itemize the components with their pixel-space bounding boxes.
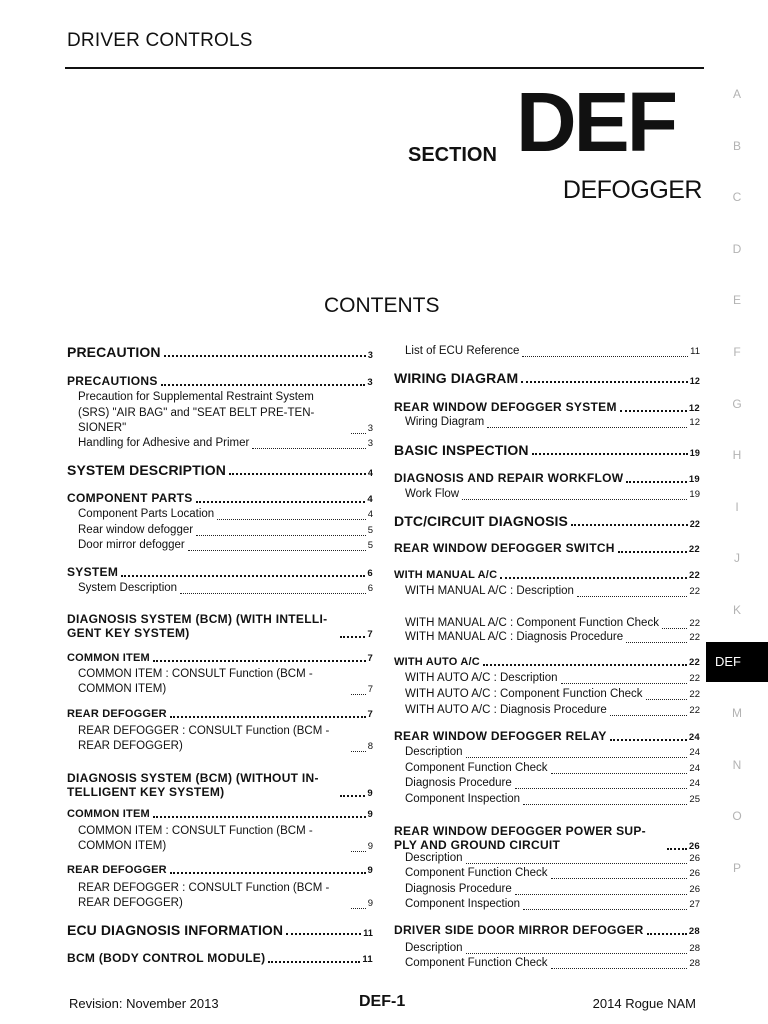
toc-entry-title: SYSTEM [67,565,119,579]
toc-entry-description[interactable] [394,745,700,761]
toc-entry-title: BCM (BODY CONTROL MODULE) [67,951,266,965]
toc-entry-title: Diagnosis Procedure [405,883,512,895]
toc-dot-leader [551,878,688,879]
toc-entry-rear-window-defogger-system[interactable] [394,400,700,414]
toc-page-number: 28 [688,926,700,937]
toc-page-number: 22 [689,705,700,716]
toc-page-number: 26 [689,868,700,879]
toc-entry-precaution-for-supplemental-restraint-sy[interactable] [67,389,373,437]
toc-entry-driver-side-door-mirror-defogger[interactable] [394,923,700,937]
toc-page-number: 9 [367,841,373,853]
toc-dot-leader [523,909,687,910]
toc-page-number: 22 [689,657,700,668]
section-tab-d[interactable]: D [732,241,742,256]
toc-dot-leader [351,908,366,909]
toc-entry-with-manual-a-c-description[interactable] [394,584,700,600]
toc-entry-title: PRECAUTION [67,344,161,360]
toc-entry-title: Component Function Check [405,867,548,879]
section-tab-m[interactable]: M [732,706,742,721]
section-code: DEF [516,75,675,169]
toc-page-number: 5 [367,525,373,536]
toc-entry-wiring-diagram[interactable] [394,415,700,431]
toc-entry-title: SYSTEM DESCRIPTION [67,462,226,478]
toc-entry-diagnosis-and-repair-workflow[interactable] [394,471,700,485]
toc-entry-with-auto-a-c[interactable] [394,656,700,668]
toc-page-number: 7 [367,709,373,720]
toc-entry-title: WITH AUTO A/C : Diagnosis Procedure [405,704,607,716]
toc-dot-leader [121,575,365,577]
toc-entry-component-function-check[interactable] [394,761,700,777]
toc-dot-leader [161,384,366,386]
toc-entry-common-item-consult-function-bcm-common-[interactable] [67,823,373,855]
contents-title: CONTENTS [324,294,440,317]
toc-dot-leader [351,694,366,695]
toc-entry-title: Component Inspection [405,898,521,910]
toc-entry-title: COMMON ITEM [67,808,150,820]
toc-dot-leader [340,795,365,797]
toc-dot-leader [551,968,688,969]
toc-entry-rear-window-defogger-power-sup-ply-and-g[interactable] [394,818,700,852]
toc-entry-system[interactable] [67,565,373,579]
toc-entry-component-function-check[interactable] [394,866,700,882]
toc-entry-common-item-consult-function-bcm-common-[interactable] [67,666,373,698]
section-tab-f[interactable]: F [733,345,741,359]
toc-entry-title: DRIVER SIDE DOOR MIRROR DEFOGGER [394,923,644,937]
toc-page-number: 24 [689,763,700,774]
section-tab-i[interactable]: I [735,499,739,514]
toc-page-number: 6 [367,583,373,594]
toc-entry-with-auto-a-c-component-function-check[interactable] [394,687,700,703]
section-name: DEFOGGER [562,176,702,204]
toc-entry-title: Description [405,746,463,758]
toc-entry-title: Precaution for Supplemental Restraint System (SRS) "AIR BAG" and "SEAT BELT PRE-TEN-SIONER" [78,391,315,435]
section-tab-def[interactable]: DEF [706,642,768,682]
toc-entry-title: WITH MANUAL A/C : Description [405,585,574,597]
toc-entry-basic-inspection[interactable] [394,442,700,458]
toc-dot-leader [561,683,688,684]
toc-entry-diagnosis-system-bcm-without-in-telligen[interactable] [67,765,373,799]
toc-entry-title: REAR DEFOGGER : CONSULT Function (BCM - REAR DEFOGGER) [78,881,330,910]
toc-page-number: 26 [688,841,700,852]
toc-page-number: 27 [689,899,700,910]
toc-page-number: 7 [367,684,373,696]
toc-page-number: 22 [689,519,700,529]
toc-entry-title: Rear window defogger [78,524,194,536]
toc-entry-title: REAR WINDOW DEFOGGER SWITCH [394,541,615,555]
section-tab-k[interactable]: K [732,603,741,617]
toc-dot-leader [466,953,688,954]
toc-entry-title: PRECAUTIONS [67,374,158,388]
toc-dot-leader [153,660,366,662]
toc-entry-title: WIRING DIAGRAM [394,370,519,386]
toc-entry-dtc-circuit-diagnosis[interactable] [394,513,700,529]
toc-dot-leader [217,519,366,520]
toc-page-number: 11 [362,954,373,965]
toc-entry-diagnosis-procedure[interactable] [394,776,700,792]
toc-dot-leader [351,751,366,752]
toc-entry-title: Diagnosis Procedure [405,777,512,789]
toc-dot-leader [610,739,687,741]
toc-dot-leader [522,356,688,357]
section-tab-p[interactable]: P [732,861,741,875]
footer-page-number: DEF-1 [359,993,406,1010]
toc-entry-title: DTC/CIRCUIT DIAGNOSIS [394,513,568,529]
toc-entry-title: Handling for Adhesive and Primer [78,437,250,449]
toc-entry-system-description[interactable] [67,462,373,478]
section-tab-n[interactable]: N [732,757,742,772]
toc-entry-bcm-body-control-module[interactable] [67,951,373,965]
toc-page-number: 8 [367,741,373,753]
toc-entry-diagnosis-procedure[interactable] [394,882,700,898]
toc-page-number: 19 [689,489,700,500]
toc-entry-title: REAR WINDOW DEFOGGER SYSTEM [394,400,617,414]
toc-dot-leader [532,453,688,455]
toc-entry-description[interactable] [394,941,700,957]
toc-dot-leader [646,699,688,700]
toc-page-number: 12 [688,403,700,414]
section-label: SECTION [408,144,497,166]
toc-entry-rear-defogger[interactable] [67,864,373,876]
toc-dot-leader [662,628,687,629]
toc-dot-leader [551,773,688,774]
toc-dot-leader [252,448,365,449]
toc-entry-ecu-diagnosis-information[interactable] [67,922,373,938]
toc-entry-component-inspection[interactable] [394,792,700,808]
toc-dot-leader [571,524,688,526]
toc-page-number: 28 [689,958,700,969]
toc-entry-precautions[interactable] [67,374,373,388]
toc-entry-common-item[interactable] [67,808,373,820]
section-tab-b[interactable]: B [732,138,741,153]
toc-entry-title: WITH MANUAL A/C [394,569,498,581]
toc-page-number: 28 [689,943,700,954]
toc-page-number: 7 [367,629,373,640]
toc-page-number: 24 [689,778,700,789]
section-tab-j[interactable]: J [734,551,740,566]
toc-entry-title: REAR WINDOW DEFOGGER RELAY [394,729,607,743]
toc-dot-leader [340,636,365,638]
toc-dot-leader [170,872,366,874]
toc-page-number: 3 [367,423,373,435]
toc-page-number: 22 [689,618,700,630]
toc-page-number: 19 [689,448,700,458]
toc-entry-title: Component Parts Location [78,508,215,520]
toc-entry-with-manual-a-c-diagnosis-procedure[interactable] [394,630,700,646]
toc-entry-title: Component Inspection [405,793,521,805]
toc-dot-leader [515,788,688,789]
toc-page-number: 12 [689,376,700,386]
toc-entry-title: REAR WINDOW DEFOGGER POWER SUP-PLY AND GROUND CIRCUIT [394,824,646,852]
toc-entry-component-parts[interactable] [67,491,373,505]
toc-entry-precaution[interactable] [67,344,373,360]
section-tab-e[interactable]: E [732,293,741,308]
toc-entry-component-inspection[interactable] [394,897,700,913]
toc-page-number: 26 [689,853,700,864]
section-tab-o[interactable]: O [732,809,742,824]
section-tab-a[interactable]: A [732,87,741,101]
toc-entry-title: Component Function Check [405,957,548,969]
toc-page-number: 24 [689,747,700,758]
toc-entry-title: WITH AUTO A/C [394,656,480,668]
toc-page-number: 11 [363,928,373,938]
toc-entry-rear-window-defogger-relay[interactable] [394,729,700,743]
toc-entry-rear-defogger-consult-function-bcm-rear-[interactable] [67,723,373,755]
toc-entry-title: WITH MANUAL A/C : Component Function Check [405,617,659,630]
header-title: DRIVER CONTROLS [67,30,253,51]
toc-page-number: 12 [689,417,700,428]
toc-page-number: 7 [367,653,373,664]
toc-entry-rear-window-defogger[interactable] [67,523,373,539]
toc-page-number: 22 [689,673,700,684]
toc-page-number: 26 [689,884,700,895]
toc-dot-leader [170,716,366,718]
toc-entry-title: COMMON ITEM : CONSULT Function (BCM - COMMON ITEM) [78,824,313,853]
toc-dot-leader [500,577,687,579]
toc-page-number: 9 [367,809,373,820]
toc-dot-leader [647,933,687,935]
toc-dot-leader [268,961,360,963]
toc-page-number: 6 [367,568,373,579]
section-tab-c[interactable]: C [732,190,742,205]
toc-entry-rear-defogger-consult-function-bcm-rear-[interactable] [67,880,373,912]
section-tab-g[interactable]: G [732,396,742,411]
toc-dot-leader [466,757,688,758]
toc-page-number: 4 [367,509,373,520]
toc-entry-title: WITH AUTO A/C : Component Function Check [405,688,643,700]
toc-entry-handling-for-adhesive-and-primer[interactable] [67,436,373,452]
toc-entry-component-function-check[interactable] [394,956,700,972]
toc-entry-title: DIAGNOSIS SYSTEM (BCM) (WITH INTELLI-GENT KEY SYSTEM) [67,612,328,640]
footer-model: 2014 Rogue NAM [592,996,696,1011]
toc-entry-rear-defogger[interactable] [67,708,373,720]
toc-entry-title: DIAGNOSIS AND REPAIR WORKFLOW [394,471,624,485]
toc-dot-leader [351,851,366,852]
toc-entry-with-manual-a-c-component-function-check[interactable] [394,600,700,632]
toc-page-number: 9 [367,898,373,910]
toc-entry-door-mirror-defogger[interactable] [67,538,373,554]
toc-entry-title: REAR DEFOGGER : CONSULT Function (BCM - REAR DEFOGGER) [78,724,330,753]
toc-dot-leader [153,816,366,818]
toc-page-number: 11 [690,346,700,357]
header-rule [65,67,704,69]
toc-entry-title: BASIC INSPECTION [394,442,529,458]
toc-entry-work-flow[interactable] [394,487,700,503]
toc-dot-leader [618,551,687,553]
toc-entry-component-parts-location[interactable] [67,507,373,523]
toc-entry-with-auto-a-c-description[interactable] [394,671,700,687]
toc-entry-title: COMMON ITEM : CONSULT Function (BCM - COMMON ITEM) [78,667,313,696]
section-tab-h[interactable]: H [732,448,742,463]
toc-entry-with-manual-a-c[interactable] [394,569,700,581]
toc-page-number: 22 [689,586,700,597]
toc-dot-leader [466,863,688,864]
toc-page-number: 4 [367,468,373,478]
toc-page-number: 4 [367,494,373,505]
toc-entry-title: Description [405,852,463,864]
toc-page-number: 22 [689,689,700,700]
toc-page-number: 5 [367,540,373,551]
toc-entry-description[interactable] [394,851,700,867]
toc-entry-title: List of ECU Reference [405,345,520,357]
toc-dot-leader [351,433,366,434]
toc-dot-leader [196,535,366,536]
toc-entry-with-auto-a-c-diagnosis-procedure[interactable] [394,703,700,719]
toc-entry-title: COMPONENT PARTS [67,491,193,505]
toc-dot-leader [521,381,688,383]
toc-entry-title: System Description [78,582,178,594]
toc-entry-rear-window-defogger-switch[interactable] [394,541,700,555]
toc-dot-leader [164,355,366,357]
toc-page-number: 22 [688,544,700,555]
toc-page-number: 19 [688,474,700,485]
toc-dot-leader [483,664,687,666]
toc-entry-title: WITH AUTO A/C : Description [405,672,558,684]
toc-entry-title: Description [405,942,463,954]
toc-page-number: 25 [689,794,700,805]
toc-page-number: 24 [688,732,700,743]
toc-dot-leader [188,550,366,551]
toc-page-number: 9 [367,788,373,799]
toc-page-number: 22 [689,632,700,643]
toc-page-number: 3 [367,438,373,449]
toc-entry-title: Door mirror defogger [78,539,185,551]
toc-page-number: 22 [689,570,700,581]
toc-dot-leader [180,593,366,594]
toc-entry-title: REAR DEFOGGER [67,864,167,876]
toc-entry-common-item[interactable] [67,652,373,664]
toc-dot-leader [577,596,688,597]
toc-dot-leader [626,642,687,643]
toc-dot-leader [196,501,366,503]
toc-dot-leader [487,427,687,428]
toc-dot-leader [229,473,366,475]
toc-dot-leader [610,715,688,716]
toc-entry-wiring-diagram[interactable] [394,370,700,386]
toc-entry-title: DIAGNOSIS SYSTEM (BCM) (WITHOUT IN-TELLIGENT KEY SYSTEM) [67,771,319,799]
footer-revision: Revision: November 2013 [69,996,219,1011]
toc-dot-leader [620,410,687,412]
toc-entry-title: WITH MANUAL A/C : Diagnosis Procedure [405,631,624,643]
toc-dot-leader [462,499,687,500]
toc-entry-title: COMMON ITEM [67,652,150,664]
toc-dot-leader [626,481,686,483]
toc-entry-list-of-ecu-reference[interactable] [394,344,700,360]
toc-entry-title: Work Flow [405,488,460,500]
toc-entry-title: REAR DEFOGGER [67,708,167,720]
toc-entry-title: Component Function Check [405,762,548,774]
toc-dot-leader [515,894,688,895]
toc-dot-leader [667,848,687,850]
toc-dot-leader [286,933,361,935]
toc-entry-title: ECU DIAGNOSIS INFORMATION [67,922,284,938]
toc-page-number: 3 [367,350,373,360]
toc-entry-system-description[interactable] [67,581,373,597]
toc-entry-diagnosis-system-bcm-with-intelli-gent-k[interactable] [67,606,373,640]
toc-page-number: 3 [367,377,373,388]
toc-page-number: 9 [367,865,373,876]
toc-dot-leader [523,804,687,805]
toc-entry-title: Wiring Diagram [405,416,485,428]
